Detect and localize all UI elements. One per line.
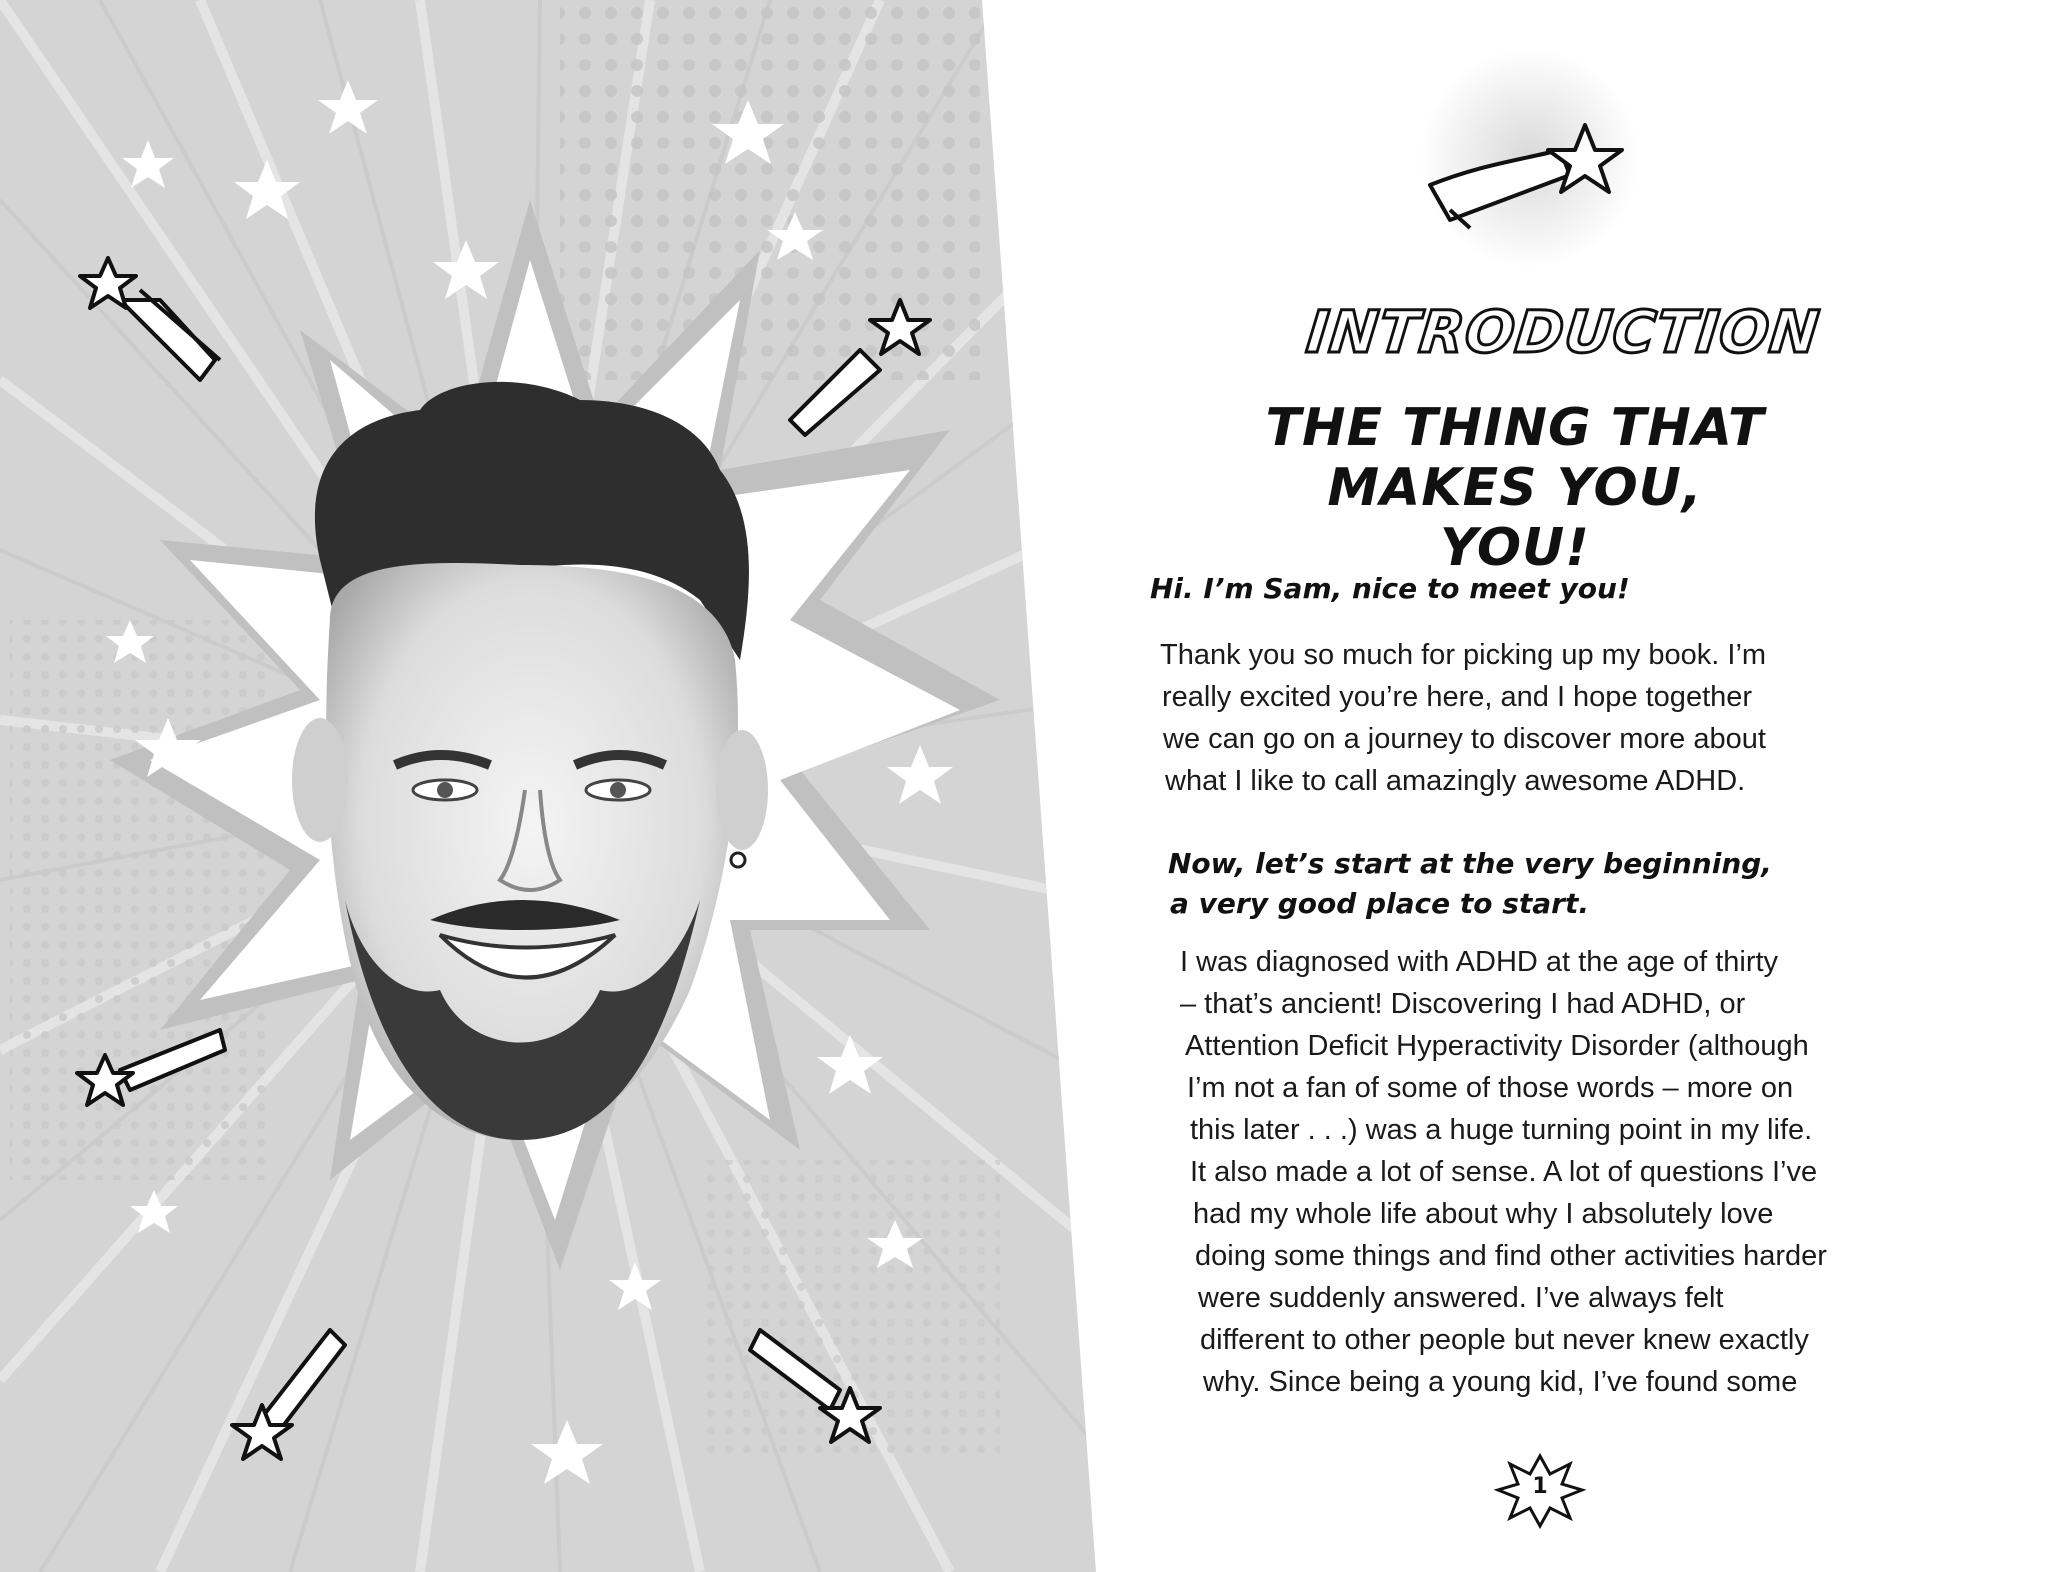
paragraph-line: had my whole life about why I absolutely love: [1193, 1198, 1774, 1230]
subheading-line: a very good place to start.: [1170, 887, 1590, 920]
paragraph-line: I’m not a fan of some of those words – more on: [1187, 1072, 1794, 1104]
greeting-heading: Hi. I’m Sam, nice to meet you!: [1150, 572, 1630, 605]
paragraph-line: Attention Deficit Hyperactivity Disorder (although: [1185, 1030, 1809, 1062]
chapter-title-line: THE THING THAT: [1265, 398, 1765, 458]
paragraph-line: why. Since being a young kid, I’ve found some: [1203, 1366, 1798, 1398]
chapter-title: [1255, 398, 1775, 578]
paragraph-line: doing some things and find other activities harder: [1195, 1240, 1827, 1272]
paragraph-line: I was diagnosed with ADHD at the age of thirty: [1180, 946, 1779, 978]
paragraph-line: different to other people but never knew exactly: [1200, 1324, 1809, 1356]
paragraph-line: – that’s ancient! Discovering I had ADHD, or: [1180, 988, 1746, 1020]
paragraph-line: what I like to call amazingly awesome ADHD.: [1165, 765, 1746, 797]
paragraph-line: really excited you’re here, and I hope together: [1162, 681, 1753, 713]
paragraph-line: this later . . .) was a huge turning point in my life.: [1190, 1114, 1813, 1146]
subheading-line: Now, let’s start at the very beginning,: [1168, 847, 1772, 880]
header-decoration: [1420, 48, 1640, 268]
page-number: 1: [1532, 1474, 1548, 1499]
paragraph-line: Thank you so much for picking up my book. I’m: [1160, 639, 1767, 671]
paragraph-line: we can go on a journey to discover more about: [1163, 723, 1766, 755]
chapter-label: INTRODUCTION: [1303, 298, 1824, 366]
chapter-title-line: MAKES YOU, YOU!: [1327, 458, 1703, 578]
paragraph-line: It also made a lot of sense. A lot of questions I’ve: [1190, 1156, 1818, 1188]
paragraph-line: were suddenly answered. I’ve always felt: [1198, 1282, 1724, 1314]
